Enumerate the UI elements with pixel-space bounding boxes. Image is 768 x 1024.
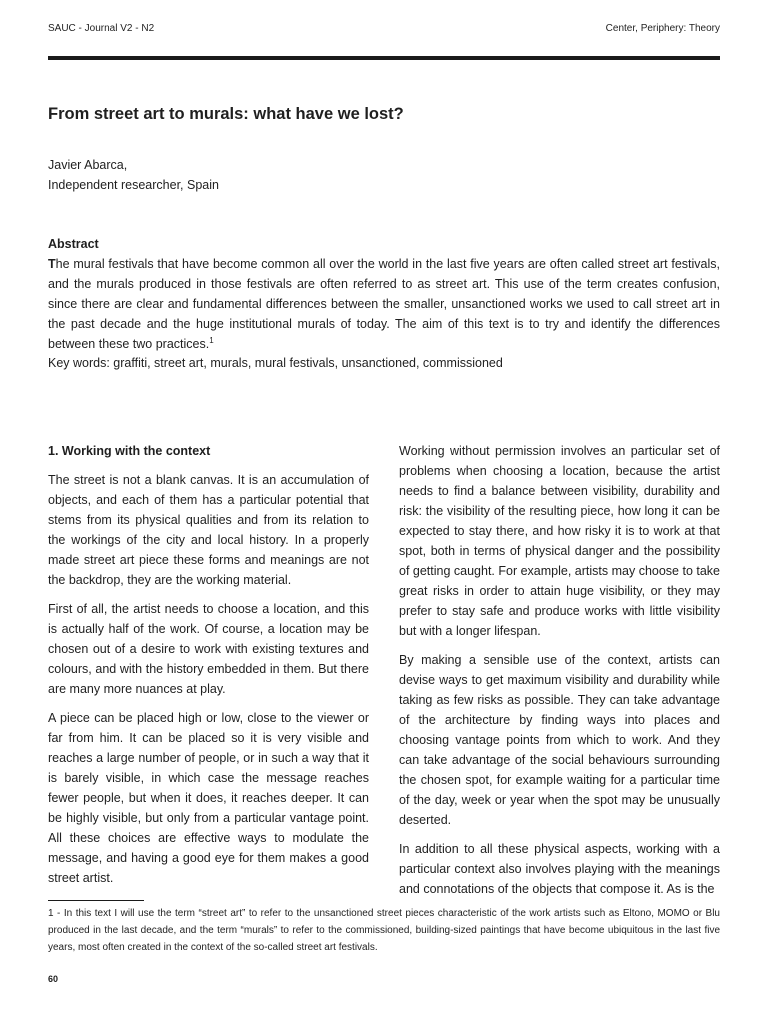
footnote-rule <box>48 900 144 901</box>
abstract-body: he mural festivals that have become common all over the world in the last five years are often called street art festivals, and the murals produced in those festivals are often referred to as street art. This use of the term creates confusion, since there are clear and fundamental differences between the smaller, unsanctioned works we used to call street art in the past decade and the huge institutional murals of today. The aim of this text is to try and identify the differences between these two practices. <box>48 257 720 351</box>
author-affiliation: Independent researcher, Spain <box>48 178 219 192</box>
page-number: 60 <box>48 974 59 984</box>
section-heading: 1. Working with the context <box>48 444 211 458</box>
footnote-marker: 1 <box>209 335 214 345</box>
right-column <box>399 441 720 908</box>
section-name: Center, Periphery: Theory <box>605 23 720 34</box>
body-paragraph: By making a sensible use of the context, artists can devise ways to get maximum visibility and durability while taking as few risks as possible. They can take advantage of the architecture by finding ways into places and choosing vantage points from which to work. And they can take advantage of the social behaviours surrounding the chosen spot, for example waiting for a particular time of the day, week or year when the spot may be unusually deserted. <box>399 653 720 827</box>
body-paragraph: In addition to all these physical aspects, working with a particular context also involves playing with the meanings and connotations of the objects that compose it. As is the <box>399 842 720 896</box>
journal-name: SAUC - Journal V2 - N2 <box>48 23 155 34</box>
author-name: Javier Abarca, <box>48 158 128 172</box>
body-paragraph: A piece can be placed high or low, close to the viewer or far from him. It can be placed so it is very visible and reaches a large number of people, or in such a way that it is barely visible, in which case the message reaches fewer people, but when it does, it reaches deeper. It can be highly visible, but only from a particular vantage point. All these choices are effective ways to modulate the message, and having a good eye for them makes a good street artist. <box>48 711 369 885</box>
body-paragraph: First of all, the artist needs to choose a location, and this is actually half of the work. Of course, a location may be chosen out of a desire to work with existing textures and colours, and with the history embedded in them. But there are many more nuances at play. <box>48 602 369 696</box>
left-column <box>48 441 369 897</box>
header-rule <box>48 56 720 60</box>
running-header <box>48 20 720 38</box>
author-block <box>48 155 720 195</box>
footnote: 1 - In this text I will use the term “street art” to refer to the unsanctioned street pieces characteristic of the work artists such as Eltono, MOMO or Blu produced in the last decade, and the term “murals” to refer to the commissioned, building-sized paintings that have become ubiquitous in the last five years, most often created in the context of the so-called street art festivals. <box>48 908 720 953</box>
abstract-drop-letter: T <box>48 257 56 271</box>
body-paragraph: Working without permission involves an particular set of problems when choosing a location, because the artist needs to find a balance between visibility, durability and risk: the visibility of the resulting piece, how long it can be expected to stay there, and how risky it is to work at that spot, both in terms of physical danger and the possibility of getting caught. For example, artists may choose to take great risks in order to attain huge visibility, or they may prefer to stay safe and produce works with little visibility but with a longer lifespan. <box>399 444 720 638</box>
article-title: From street art to murals: what have we lost? <box>48 105 404 123</box>
abstract-block <box>48 234 720 354</box>
abstract-text <box>48 254 720 354</box>
keywords: Key words: graffiti, street art, murals, mural festivals, unsanctioned, commissioned <box>48 356 503 370</box>
abstract-heading: Abstract <box>48 237 99 251</box>
body-paragraph: The street is not a blank canvas. It is an accumulation of objects, and each of them has a particular potential that stems from its physical qualities and from its relation to the workings of the city and local history. In a properly made street art piece these forms and meanings are not the backdrop, they are the working material. <box>48 473 369 587</box>
